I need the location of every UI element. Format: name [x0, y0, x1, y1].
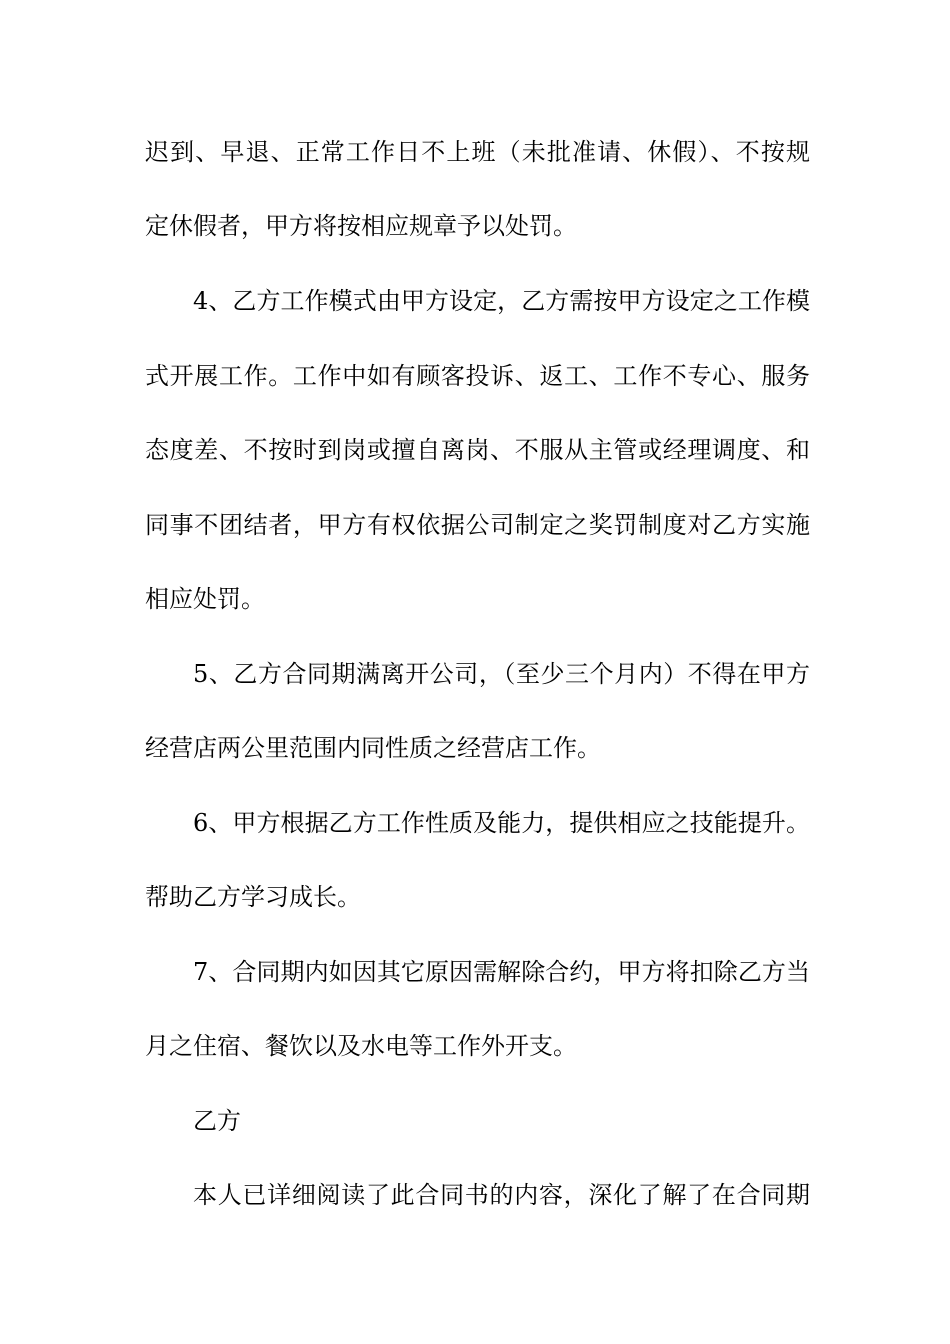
text-line: 6、甲方根据乙方工作性质及能力，提供相应之技能提升。: [193, 809, 810, 837]
text-line: 4、乙方工作模式由甲方设定，乙方需按甲方设定之工作模: [193, 287, 810, 315]
text-line: 7、合同期内如因其它原因需解除合约，甲方将扣除乙方当: [193, 958, 810, 986]
text-line: 经营店两公里范围内同性质之经营店工作。: [145, 734, 601, 762]
text-line: 式开展工作。工作中如有顾客投诉、返工、工作不专心、服务: [145, 362, 810, 390]
text-line: 本人已详细阅读了此合同书的内容，深化了解了在合同期: [193, 1181, 810, 1209]
text-line: 态度差、不按时到岗或擅自离岗、不服从主管或经理调度、和: [145, 436, 810, 464]
text-line: 帮助乙方学习成长。: [145, 883, 361, 911]
text-line: 月之住宿、餐饮以及水电等工作外开支。: [145, 1032, 577, 1060]
text-line: 乙方: [193, 1107, 241, 1135]
text-line: 5、乙方合同期满离开公司，（至少三个月内）不得在甲方: [193, 660, 810, 688]
text-line: 迟到、早退、正常工作日不上班（未批准请、休假）、不按规: [145, 138, 810, 166]
text-line: 同事不团结者，甲方有权依据公司制定之奖罚制度对乙方实施: [145, 511, 810, 539]
text-line: 相应处罚。: [145, 585, 265, 613]
text-line: 定休假者，甲方将按相应规章予以处罚。: [145, 212, 577, 240]
